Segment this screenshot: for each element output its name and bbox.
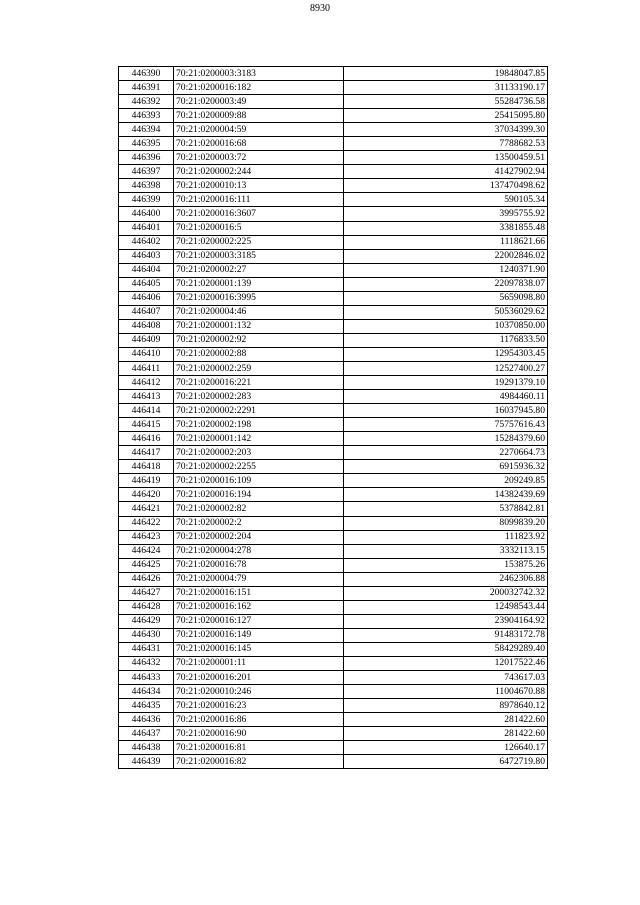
cadastral-value-cell: 281422.60 bbox=[344, 713, 548, 727]
cadastral-value-cell: 5378842.81 bbox=[344, 502, 548, 516]
cadastral-number-cell: 70:21:0200003:3183 bbox=[174, 67, 344, 81]
cadastral-value-cell: 12017522.46 bbox=[344, 656, 548, 670]
table-row bbox=[119, 319, 548, 333]
table-row bbox=[119, 207, 548, 221]
cadastral-number-cell: 70:21:0200016:221 bbox=[174, 376, 344, 390]
table-body bbox=[119, 67, 548, 769]
cadastral-value-cell: 137470498.62 bbox=[344, 179, 548, 193]
cadastral-number-cell: 70:21:0200016:201 bbox=[174, 671, 344, 685]
table-row bbox=[119, 193, 548, 207]
table-row bbox=[119, 614, 548, 628]
cadastral-value-cell: 3381855.48 bbox=[344, 221, 548, 235]
table-row bbox=[119, 165, 548, 179]
table-row bbox=[119, 474, 548, 488]
cadastral-value-cell: 4984460.11 bbox=[344, 390, 548, 404]
cadastral-number-cell: 70:21:0200001:139 bbox=[174, 277, 344, 291]
row-number-cell: 446395 bbox=[119, 137, 174, 151]
row-number-cell: 446393 bbox=[119, 109, 174, 123]
cadastral-value-cell: 743617.03 bbox=[344, 671, 548, 685]
row-number-cell: 446400 bbox=[119, 207, 174, 221]
table-row bbox=[119, 95, 548, 109]
cadastral-value-cell: 111823.92 bbox=[344, 530, 548, 544]
row-number-cell: 446416 bbox=[119, 432, 174, 446]
table-row bbox=[119, 305, 548, 319]
table-row bbox=[119, 376, 548, 390]
cadastral-number-cell: 70:21:0200016:194 bbox=[174, 488, 344, 502]
row-number-cell: 446392 bbox=[119, 95, 174, 109]
table-row bbox=[119, 460, 548, 474]
table-row bbox=[119, 727, 548, 741]
cadastral-value-cell: 16037945.80 bbox=[344, 404, 548, 418]
row-number-cell: 446394 bbox=[119, 123, 174, 137]
cadastral-value-cell: 15284379.60 bbox=[344, 432, 548, 446]
cadastral-value-cell: 2462306.88 bbox=[344, 572, 548, 586]
cadastral-value-cell: 12954303.45 bbox=[344, 347, 548, 361]
cadastral-value-cell: 91483172.78 bbox=[344, 628, 548, 642]
row-number-cell: 446401 bbox=[119, 221, 174, 235]
table-row bbox=[119, 221, 548, 235]
row-number-cell: 446396 bbox=[119, 151, 174, 165]
table-row bbox=[119, 277, 548, 291]
cadastral-value-cell: 590105.34 bbox=[344, 193, 548, 207]
cadastral-number-cell: 70:21:0200002:82 bbox=[174, 502, 344, 516]
cadastral-number-cell: 70:21:0200009:88 bbox=[174, 109, 344, 123]
cadastral-value-cell: 25415095.80 bbox=[344, 109, 548, 123]
row-number-cell: 446436 bbox=[119, 713, 174, 727]
row-number-cell: 446390 bbox=[119, 67, 174, 81]
cadastral-number-cell: 70:21:0200016:182 bbox=[174, 81, 344, 95]
table-row bbox=[119, 656, 548, 670]
cadastral-value-cell: 2270664.73 bbox=[344, 446, 548, 460]
cadastral-number-cell: 70:21:0200016:3607 bbox=[174, 207, 344, 221]
cadastral-number-cell: 70:21:0200002:225 bbox=[174, 235, 344, 249]
cadastral-value-cell: 8099839.20 bbox=[344, 516, 548, 530]
row-number-cell: 446437 bbox=[119, 727, 174, 741]
cadastral-number-cell: 70:21:0200016:127 bbox=[174, 614, 344, 628]
cadastral-number-cell: 70:21:0200003:3185 bbox=[174, 249, 344, 263]
cadastral-value-cell: 22002846.02 bbox=[344, 249, 548, 263]
row-number-cell: 446426 bbox=[119, 572, 174, 586]
table-row bbox=[119, 151, 548, 165]
cadastral-value-cell: 37034399.30 bbox=[344, 123, 548, 137]
table-row bbox=[119, 488, 548, 502]
cadastral-number-cell: 70:21:0200016:90 bbox=[174, 727, 344, 741]
cadastral-value-cell: 1118621.66 bbox=[344, 235, 548, 249]
cadastral-value-cell: 6472719.80 bbox=[344, 755, 548, 769]
row-number-cell: 446422 bbox=[119, 516, 174, 530]
cadastral-number-cell: 70:21:0200016:86 bbox=[174, 713, 344, 727]
table-row bbox=[119, 347, 548, 361]
table-row bbox=[119, 291, 548, 305]
table-row bbox=[119, 572, 548, 586]
row-number-cell: 446418 bbox=[119, 460, 174, 474]
table-row bbox=[119, 741, 548, 755]
cadastral-number-cell: 70:21:0200003:72 bbox=[174, 151, 344, 165]
row-number-cell: 446432 bbox=[119, 656, 174, 670]
table-row bbox=[119, 404, 548, 418]
cadastral-value-cell: 12527400.27 bbox=[344, 361, 548, 375]
cadastral-number-cell: 70:21:0200016:78 bbox=[174, 558, 344, 572]
cadastral-value-cell: 23904164.92 bbox=[344, 614, 548, 628]
cadastral-number-cell: 70:21:0200016:81 bbox=[174, 741, 344, 755]
cadastral-value-cell: 126640.17 bbox=[344, 741, 548, 755]
row-number-cell: 446411 bbox=[119, 361, 174, 375]
row-number-cell: 446402 bbox=[119, 235, 174, 249]
cadastral-value-cell: 1240371.90 bbox=[344, 263, 548, 277]
table-row bbox=[119, 390, 548, 404]
cadastral-value-cell: 13500459.51 bbox=[344, 151, 548, 165]
row-number-cell: 446410 bbox=[119, 347, 174, 361]
cadastral-number-cell: 70:21:0200002:283 bbox=[174, 390, 344, 404]
cadastral-value-cell: 153875.26 bbox=[344, 558, 548, 572]
row-number-cell: 446405 bbox=[119, 277, 174, 291]
row-number-cell: 446413 bbox=[119, 390, 174, 404]
cadastral-number-cell: 70:21:0200010:13 bbox=[174, 179, 344, 193]
table-row bbox=[119, 446, 548, 460]
row-number-cell: 446419 bbox=[119, 474, 174, 488]
cadastral-number-cell: 70:21:0200002:244 bbox=[174, 165, 344, 179]
cadastral-value-cell: 200032742.32 bbox=[344, 586, 548, 600]
row-number-cell: 446391 bbox=[119, 81, 174, 95]
row-number-cell: 446429 bbox=[119, 614, 174, 628]
cadastral-number-cell: 70:21:0200016:162 bbox=[174, 600, 344, 614]
cadastral-number-cell: 70:21:0200002:2 bbox=[174, 516, 344, 530]
table-row bbox=[119, 671, 548, 685]
cadastral-value-cell: 3995755.92 bbox=[344, 207, 548, 221]
cadastral-value-cell: 55284736.58 bbox=[344, 95, 548, 109]
cadastral-number-cell: 70:21:0200004:278 bbox=[174, 544, 344, 558]
row-number-cell: 446439 bbox=[119, 755, 174, 769]
table-row bbox=[119, 628, 548, 642]
row-number-cell: 446409 bbox=[119, 333, 174, 347]
table-row bbox=[119, 137, 548, 151]
row-number-cell: 446420 bbox=[119, 488, 174, 502]
row-number-cell: 446399 bbox=[119, 193, 174, 207]
cadastral-value-cell: 14382439.69 bbox=[344, 488, 548, 502]
table-row bbox=[119, 67, 548, 81]
table-row bbox=[119, 235, 548, 249]
table-row bbox=[119, 558, 548, 572]
row-number-cell: 446398 bbox=[119, 179, 174, 193]
table-row bbox=[119, 123, 548, 137]
row-number-cell: 446423 bbox=[119, 530, 174, 544]
cadastral-number-cell: 70:21:0200016:68 bbox=[174, 137, 344, 151]
table-row bbox=[119, 685, 548, 699]
row-number-cell: 446435 bbox=[119, 699, 174, 713]
cadastral-value-table bbox=[118, 66, 548, 769]
row-number-cell: 446415 bbox=[119, 418, 174, 432]
cadastral-number-cell: 70:21:0200003:49 bbox=[174, 95, 344, 109]
cadastral-value-cell: 11004670.88 bbox=[344, 685, 548, 699]
cadastral-value-cell: 209249.85 bbox=[344, 474, 548, 488]
row-number-cell: 446428 bbox=[119, 600, 174, 614]
table-row bbox=[119, 699, 548, 713]
row-number-cell: 446414 bbox=[119, 404, 174, 418]
table-row bbox=[119, 642, 548, 656]
table-row bbox=[119, 361, 548, 375]
cadastral-number-cell: 70:21:0200016:149 bbox=[174, 628, 344, 642]
cadastral-number-cell: 70:21:0200004:46 bbox=[174, 305, 344, 319]
cadastral-number-cell: 70:21:0200004:79 bbox=[174, 572, 344, 586]
row-number-cell: 446403 bbox=[119, 249, 174, 263]
table-row bbox=[119, 755, 548, 769]
row-number-cell: 446438 bbox=[119, 741, 174, 755]
cadastral-number-cell: 70:21:0200001:11 bbox=[174, 656, 344, 670]
row-number-cell: 446406 bbox=[119, 291, 174, 305]
cadastral-value-cell: 3332113.15 bbox=[344, 544, 548, 558]
cadastral-number-cell: 70:21:0200016:5 bbox=[174, 221, 344, 235]
cadastral-number-cell: 70:21:0200002:92 bbox=[174, 333, 344, 347]
row-number-cell: 446430 bbox=[119, 628, 174, 642]
table-row bbox=[119, 81, 548, 95]
row-number-cell: 446397 bbox=[119, 165, 174, 179]
cadastral-number-cell: 70:21:0200002:204 bbox=[174, 530, 344, 544]
cadastral-number-cell: 70:21:0200002:198 bbox=[174, 418, 344, 432]
row-number-cell: 446417 bbox=[119, 446, 174, 460]
cadastral-number-cell: 70:21:0200001:142 bbox=[174, 432, 344, 446]
table-row bbox=[119, 418, 548, 432]
cadastral-number-cell: 70:21:0200002:88 bbox=[174, 347, 344, 361]
table-row bbox=[119, 530, 548, 544]
cadastral-value-cell: 50536029.62 bbox=[344, 305, 548, 319]
row-number-cell: 446412 bbox=[119, 376, 174, 390]
row-number-cell: 446427 bbox=[119, 586, 174, 600]
cadastral-value-cell: 7788682.53 bbox=[344, 137, 548, 151]
cadastral-number-cell: 70:21:0200016:109 bbox=[174, 474, 344, 488]
cadastral-number-cell: 70:21:0200002:27 bbox=[174, 263, 344, 277]
cadastral-number-cell: 70:21:0200001:132 bbox=[174, 319, 344, 333]
row-number-cell: 446421 bbox=[119, 502, 174, 516]
cadastral-value-cell: 19848047.85 bbox=[344, 67, 548, 81]
cadastral-value-cell: 22097838.07 bbox=[344, 277, 548, 291]
row-number-cell: 446408 bbox=[119, 319, 174, 333]
cadastral-number-cell: 70:21:0200016:145 bbox=[174, 642, 344, 656]
cadastral-number-cell: 70:21:0200002:2291 bbox=[174, 404, 344, 418]
table-row bbox=[119, 263, 548, 277]
cadastral-value-cell: 281422.60 bbox=[344, 727, 548, 741]
cadastral-number-cell: 70:21:0200002:2255 bbox=[174, 460, 344, 474]
cadastral-number-cell: 70:21:0200004:59 bbox=[174, 123, 344, 137]
page-number: 8930 bbox=[310, 3, 330, 14]
row-number-cell: 446434 bbox=[119, 685, 174, 699]
table-row bbox=[119, 600, 548, 614]
cadastral-number-cell: 70:21:0200016:23 bbox=[174, 699, 344, 713]
cadastral-number-cell: 70:21:0200002:203 bbox=[174, 446, 344, 460]
table-row bbox=[119, 249, 548, 263]
row-number-cell: 446433 bbox=[119, 671, 174, 685]
row-number-cell: 446431 bbox=[119, 642, 174, 656]
table-row bbox=[119, 333, 548, 347]
cadastral-value-cell: 58429289.40 bbox=[344, 642, 548, 656]
cadastral-number-cell: 70:21:0200002:259 bbox=[174, 361, 344, 375]
cadastral-value-cell: 31133190.17 bbox=[344, 81, 548, 95]
cadastral-number-cell: 70:21:0200010:246 bbox=[174, 685, 344, 699]
row-number-cell: 446407 bbox=[119, 305, 174, 319]
table-row bbox=[119, 713, 548, 727]
cadastral-value-cell: 5659098.80 bbox=[344, 291, 548, 305]
cadastral-value-cell: 75757616.43 bbox=[344, 418, 548, 432]
cadastral-value-cell: 19291379.10 bbox=[344, 376, 548, 390]
row-number-cell: 446404 bbox=[119, 263, 174, 277]
table-row bbox=[119, 179, 548, 193]
table-row bbox=[119, 502, 548, 516]
cadastral-number-cell: 70:21:0200016:3995 bbox=[174, 291, 344, 305]
row-number-cell: 446424 bbox=[119, 544, 174, 558]
table-row bbox=[119, 516, 548, 530]
table-row bbox=[119, 109, 548, 123]
table-row bbox=[119, 432, 548, 446]
cadastral-number-cell: 70:21:0200016:111 bbox=[174, 193, 344, 207]
cadastral-value-cell: 8978640.12 bbox=[344, 699, 548, 713]
table-row bbox=[119, 544, 548, 558]
cadastral-value-cell: 1176833.50 bbox=[344, 333, 548, 347]
cadastral-value-cell: 41427902.94 bbox=[344, 165, 548, 179]
row-number-cell: 446425 bbox=[119, 558, 174, 572]
cadastral-number-cell: 70:21:0200016:151 bbox=[174, 586, 344, 600]
table-row bbox=[119, 586, 548, 600]
cadastral-value-cell: 12498543.44 bbox=[344, 600, 548, 614]
cadastral-value-cell: 6915936.32 bbox=[344, 460, 548, 474]
cadastral-number-cell: 70:21:0200016:82 bbox=[174, 755, 344, 769]
cadastral-value-cell: 10370850.00 bbox=[344, 319, 548, 333]
